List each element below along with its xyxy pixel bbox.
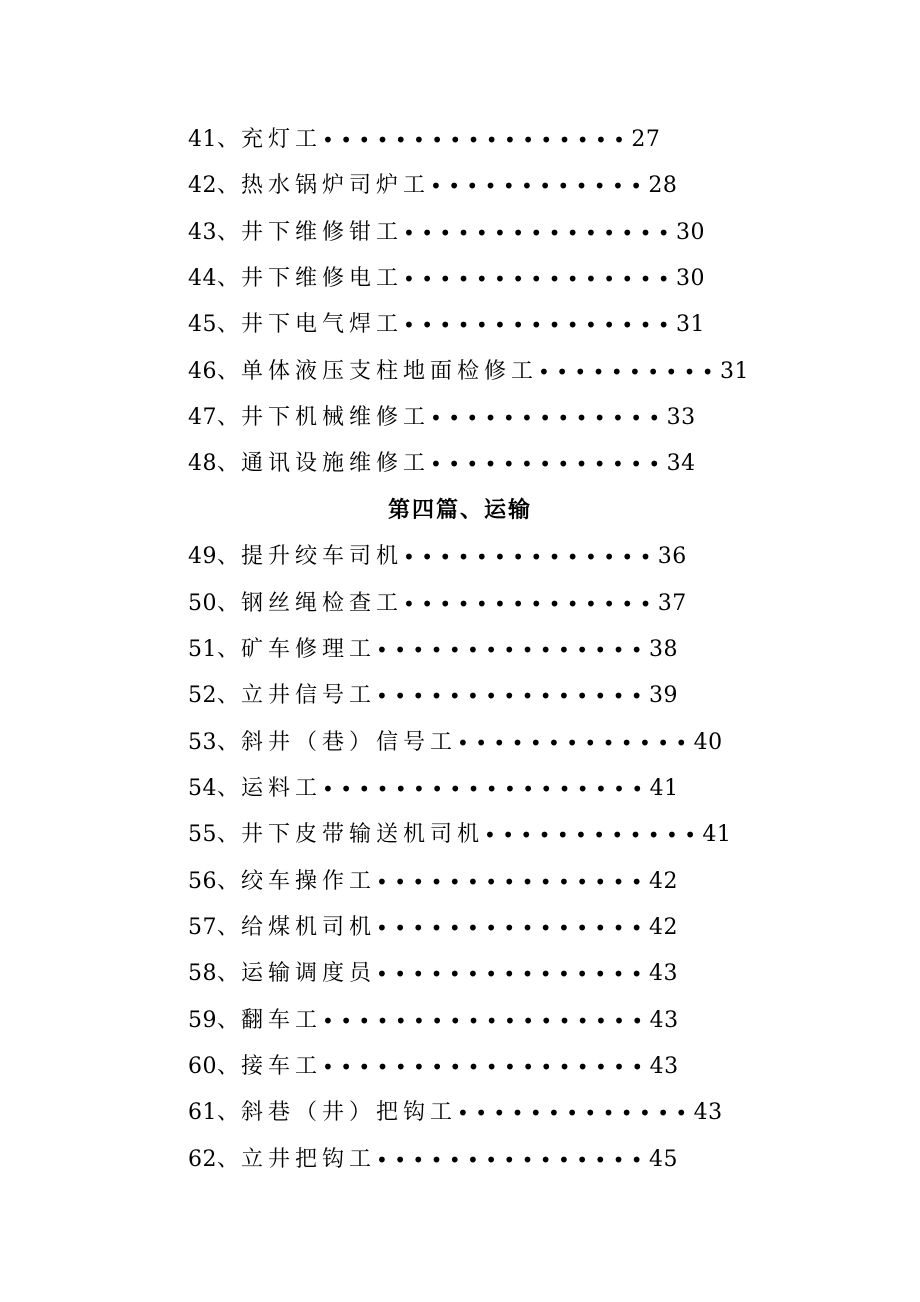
toc-entry-61[interactable] xyxy=(188,1098,723,1128)
toc-leader-dots: ••••••••••••••• xyxy=(376,638,649,662)
toc-entry-separator: 、 xyxy=(217,359,240,384)
toc-entry-title: 充灯工 xyxy=(241,127,323,152)
toc-entry-43[interactable] xyxy=(188,218,705,248)
toc-entry-number: 48 xyxy=(188,451,217,476)
toc-leader-dots: •••••••••••• xyxy=(430,174,649,198)
toc-entry-51[interactable] xyxy=(188,635,678,665)
toc-entry-44[interactable] xyxy=(188,264,705,294)
toc-entry-57[interactable] xyxy=(188,913,678,943)
toc-entry-title: 单体液压支柱地面检修工 xyxy=(241,359,539,384)
toc-entry-59[interactable] xyxy=(188,1006,679,1036)
section-heading: 第四篇、运输 xyxy=(387,498,532,523)
toc-entry-separator: 、 xyxy=(217,220,240,245)
toc-entry-title: 通讯设施维修工 xyxy=(241,451,431,476)
toc-entry-title: 矿车修理工 xyxy=(241,637,377,662)
toc-entry-60[interactable] xyxy=(188,1052,679,1082)
toc-entry-title: 钢丝绳检查工 xyxy=(241,591,404,616)
toc-entry-number: 46 xyxy=(188,359,217,384)
toc-entry-number: 61 xyxy=(188,1100,217,1125)
toc-entry-number: 59 xyxy=(188,1008,217,1033)
toc-leader-dots: ••••••••••••••• xyxy=(376,962,649,986)
toc-entry-title: 井下机械维修工 xyxy=(241,405,431,430)
toc-entry-number: 41 xyxy=(188,127,217,152)
toc-entry-title: 井下皮带输送机司机 xyxy=(241,822,485,847)
toc-entry-54[interactable] xyxy=(188,774,679,804)
toc-entry-title: 接车工 xyxy=(241,1054,323,1079)
toc-entry-separator: 、 xyxy=(217,312,240,337)
toc-entry-number: 56 xyxy=(188,869,217,894)
toc-leader-dots: ••••••••••••••• xyxy=(376,916,649,940)
toc-entry-separator: 、 xyxy=(217,544,240,569)
toc-entry-page: 43 xyxy=(649,1008,679,1033)
toc-entry-49[interactable] xyxy=(188,542,687,572)
toc-leader-dots: ••••••••••••••• xyxy=(376,870,649,894)
toc-entry-separator: 、 xyxy=(217,730,240,755)
toc-entry-title: 井下维修电工 xyxy=(241,266,404,291)
toc-entry-page: 31 xyxy=(720,359,749,384)
toc-entry-title: 井下电气焊工 xyxy=(241,312,404,337)
toc-entry-53[interactable] xyxy=(188,728,723,758)
toc-entry-page: 38 xyxy=(648,637,678,662)
toc-entry-46[interactable] xyxy=(188,357,749,387)
toc-entry-50[interactable] xyxy=(188,589,687,619)
toc-leader-dots: ••••••••••••••• xyxy=(403,267,676,291)
toc-entry-title: 热水锅炉司炉工 xyxy=(241,173,431,198)
toc-leader-dots: •••••••••••• xyxy=(484,823,703,847)
toc-leader-dots: ••••••••••••••• xyxy=(376,1148,649,1172)
toc-entry-page: 40 xyxy=(693,730,723,755)
toc-entry-page: 42 xyxy=(648,869,678,894)
toc-leader-dots: •••••••••••••••••• xyxy=(322,1055,650,1079)
toc-entry-number: 44 xyxy=(188,266,217,291)
toc-entry-separator: 、 xyxy=(217,869,240,894)
toc-entry-page: 27 xyxy=(631,127,661,152)
toc-entry-55[interactable] xyxy=(188,820,731,850)
toc-entry-separator: 、 xyxy=(217,1147,240,1172)
toc-entry-separator: 、 xyxy=(217,1008,240,1033)
toc-leader-dots: ••••••••••••• xyxy=(457,731,694,755)
toc-entry-number: 57 xyxy=(188,915,217,940)
toc-leader-dots: ••••••••••••••• xyxy=(376,684,649,708)
toc-entry-separator: 、 xyxy=(217,683,240,708)
toc-entry-52[interactable] xyxy=(188,681,678,711)
toc-entry-page: 43 xyxy=(649,1054,679,1079)
toc-entry-separator: 、 xyxy=(217,776,240,801)
toc-entry-title: 立井把钩工 xyxy=(241,1147,377,1172)
toc-entry-page: 30 xyxy=(675,220,705,245)
toc-entry-title: 井下维修钳工 xyxy=(241,220,404,245)
toc-entry-separator: 、 xyxy=(217,451,240,476)
toc-entry-number: 60 xyxy=(188,1054,217,1079)
toc-entry-separator: 、 xyxy=(217,591,240,616)
toc-entry-title: 给煤机司机 xyxy=(241,915,377,940)
toc-entry-45[interactable] xyxy=(188,310,705,340)
toc-entry-number: 50 xyxy=(188,591,217,616)
toc-entry-separator: 、 xyxy=(217,1100,240,1125)
toc-entry-page: 43 xyxy=(648,961,678,986)
toc-entry-page: 30 xyxy=(675,266,705,291)
toc-entry-number: 42 xyxy=(188,173,217,198)
toc-entry-title: 绞车操作工 xyxy=(241,869,377,894)
toc-entry-title: 运输调度员 xyxy=(241,961,377,986)
toc-leader-dots: ••••••••••••••••• xyxy=(322,128,632,152)
toc-entry-58[interactable] xyxy=(188,959,678,989)
toc-entry-separator: 、 xyxy=(217,405,240,430)
toc-entry-number: 52 xyxy=(188,683,217,708)
toc-entry-separator: 、 xyxy=(217,637,240,662)
toc-entry-48[interactable] xyxy=(188,449,696,479)
toc-entry-separator: 、 xyxy=(217,1054,240,1079)
toc-entry-title: 斜井（巷）信号工 xyxy=(241,730,458,755)
toc-entry-page: 43 xyxy=(693,1100,723,1125)
toc-entry-41[interactable] xyxy=(188,125,660,155)
toc-entry-separator: 、 xyxy=(217,915,240,940)
toc-leader-dots: ••••••••••••• xyxy=(430,452,667,476)
toc-entry-number: 43 xyxy=(188,220,217,245)
toc-entry-page: 34 xyxy=(666,451,696,476)
toc-entry-title: 立井信号工 xyxy=(241,683,377,708)
toc-entry-number: 47 xyxy=(188,405,217,430)
toc-leader-dots: •••••••••• xyxy=(538,360,720,384)
toc-entry-page: 36 xyxy=(657,544,687,569)
toc-entry-separator: 、 xyxy=(217,173,240,198)
toc-entry-page: 41 xyxy=(702,822,732,847)
toc-entry-title: 提升绞车司机 xyxy=(241,544,404,569)
toc-entry-page: 37 xyxy=(657,591,687,616)
toc-entry-title: 斜巷（井）把钩工 xyxy=(241,1100,458,1125)
toc-leader-dots: ••••••••••••• xyxy=(457,1101,694,1125)
toc-entry-47[interactable] xyxy=(188,403,696,433)
toc-leader-dots: ••••••••••••••• xyxy=(403,221,676,245)
toc-leader-dots: •••••••••••••• xyxy=(403,545,658,569)
toc-entry-page: 41 xyxy=(649,776,679,801)
toc-entry-page: 28 xyxy=(648,173,678,198)
toc-entry-title: 运料工 xyxy=(241,776,323,801)
toc-entry-number: 45 xyxy=(188,312,217,337)
toc-entry-number: 49 xyxy=(188,544,217,569)
toc-entry-separator: 、 xyxy=(217,961,240,986)
toc-entry-title: 翻车工 xyxy=(241,1008,323,1033)
toc-entry-separator: 、 xyxy=(217,822,240,847)
toc-entry-number: 55 xyxy=(188,822,217,847)
toc-entry-62[interactable] xyxy=(188,1145,678,1175)
toc-leader-dots: •••••••••••••••••• xyxy=(322,1009,650,1033)
toc-entry-56[interactable] xyxy=(188,867,678,897)
toc-entry-separator: 、 xyxy=(217,127,240,152)
toc-entry-number: 51 xyxy=(188,637,217,662)
toc-entry-number: 53 xyxy=(188,730,217,755)
toc-entry-42[interactable] xyxy=(188,171,677,201)
toc-entry-page: 45 xyxy=(648,1147,678,1172)
toc-entry-page: 31 xyxy=(675,312,705,337)
toc-entry-number: 62 xyxy=(188,1147,217,1172)
toc-entry-number: 58 xyxy=(188,961,217,986)
toc-leader-dots: ••••••••••••••• xyxy=(403,313,676,337)
toc-entry-page: 39 xyxy=(648,683,678,708)
toc-entry-number: 54 xyxy=(188,776,217,801)
toc-entry-page: 33 xyxy=(666,405,696,430)
toc-entry-page: 42 xyxy=(648,915,678,940)
toc-leader-dots: •••••••••••••••••• xyxy=(322,777,650,801)
toc-leader-dots: ••••••••••••• xyxy=(430,406,667,430)
toc-leader-dots: •••••••••••••• xyxy=(403,592,658,616)
toc-entry-separator: 、 xyxy=(217,266,240,291)
